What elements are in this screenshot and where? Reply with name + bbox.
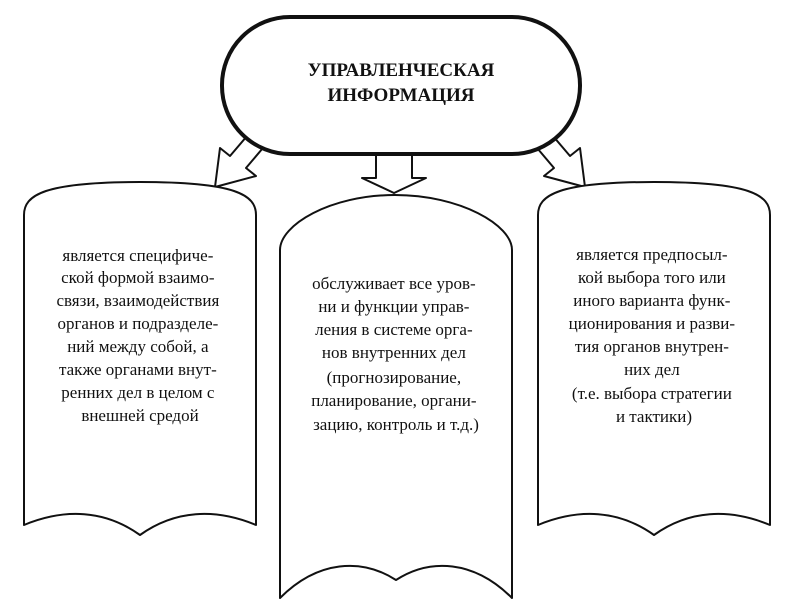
left-block-line: ний между собой, а [67, 337, 209, 356]
center-block-line: нов внутренних дел [321, 343, 466, 362]
right-block-line: тия органов внутрен- [574, 337, 729, 356]
center-block-line: ни и функции управ- [318, 297, 470, 316]
left-block-line: ренних дел в целом с [61, 383, 215, 402]
center-block-line: (прогнозирование, [326, 368, 462, 387]
title-line-2: ИНФОРМАЦИЯ [327, 85, 475, 106]
left-block-line: связи, взаимодействия [56, 291, 220, 310]
left-block [24, 182, 256, 535]
left-block-line: также органами внут- [59, 360, 217, 379]
right-block-line: них дел [624, 360, 680, 379]
center-block-line: ления в системе орга- [315, 320, 473, 339]
right-block-line: (т.е. выбора стратегии [571, 384, 732, 403]
right-block-line: является предпосыл- [576, 245, 728, 264]
left-block-line: органов и подразделе- [57, 314, 219, 333]
left-block-line: внешней средой [81, 406, 199, 425]
right-block-line: иного варианта функ- [573, 291, 731, 310]
center-arrow [362, 150, 426, 193]
left-block-line: ской формой взаимо- [61, 268, 215, 287]
right-block-line: ционирования и разви- [568, 314, 736, 333]
left-block-line: является специфиче- [62, 246, 214, 265]
center-block-line: планирование, органи- [311, 391, 477, 410]
center-block-line: зацию, контроль и т.д.) [313, 415, 479, 434]
right-block-line: кой выбора того или [577, 268, 726, 287]
center-block-line: обслуживает все уров- [312, 274, 476, 293]
right-block [538, 182, 770, 535]
title-line-1: УПРАВЛЕНЧЕСКАЯ [307, 60, 495, 81]
right-block-line: и тактики) [615, 407, 693, 426]
